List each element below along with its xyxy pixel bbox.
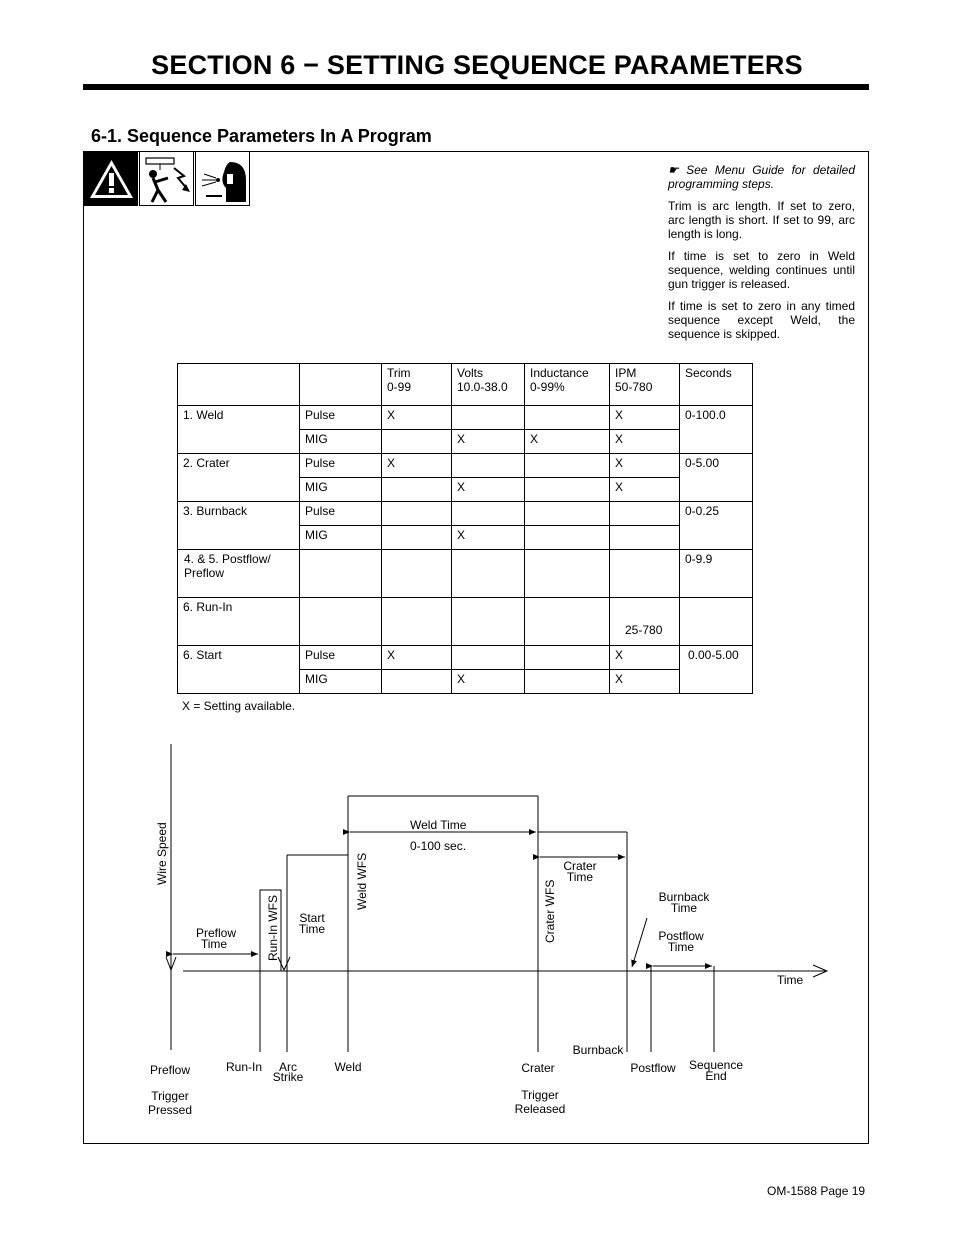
arc-event-label: Arc	[279, 1060, 297, 1074]
sequence-cell: 3. Burnback	[178, 502, 300, 550]
sequence-cell: 6. Start	[178, 646, 300, 694]
ipm-cell: X	[610, 406, 680, 430]
header-trim: Trim 0-99	[382, 364, 452, 406]
volts-cell: X	[452, 478, 525, 502]
mode-cell: MIG	[300, 670, 382, 694]
y-axis-label: Wire Speed	[155, 822, 169, 885]
trigger-pressed-label-1: Trigger	[151, 1089, 189, 1103]
trim-cell: X	[382, 646, 452, 670]
header-inductance: Inductance 0-99%	[525, 364, 610, 406]
seconds-cell: 0-9.9	[680, 550, 753, 598]
ipm-cell: X	[610, 670, 680, 694]
mode-cell: MIG	[300, 526, 382, 550]
ipm-cell: X	[610, 430, 680, 454]
start-time-label-2: Time	[298, 922, 326, 936]
header-ipm: IPM 50-780	[610, 364, 680, 406]
volts-cell: X	[452, 430, 525, 454]
mode-cell: Pulse	[300, 406, 382, 430]
mode-cell: Pulse	[300, 454, 382, 478]
sequence-event-label: Sequence	[688, 1058, 744, 1072]
weld-range-label: 0-100 sec.	[410, 839, 467, 853]
weld-time-note: If time is set to zero in Weld sequence, welding continues until gun trigger is released.	[668, 249, 855, 291]
mode-cell: Pulse	[300, 646, 382, 670]
ipm-cell: X	[610, 646, 680, 670]
mode-cell: MIG	[300, 478, 382, 502]
sequence-cell: 1. Weld	[178, 406, 300, 454]
crater-event-label: Crater	[521, 1061, 555, 1075]
trim-note: Trim is arc length. If set to zero, arc length is short. If set to 99, arc length is long.	[668, 199, 855, 241]
crater-wfs-label: Crater WFS	[543, 879, 557, 943]
menu-guide-reference: ☛ See Menu Guide for detailed programming steps.	[668, 163, 855, 191]
volts-cell: X	[452, 526, 525, 550]
trigger-released-label-2: Released	[514, 1102, 566, 1116]
preflow-time-label-1: Preflow	[195, 926, 237, 940]
header-seconds: Seconds	[680, 364, 753, 406]
inductance-cell: X	[525, 430, 610, 454]
seconds-cell: 0-5.00	[680, 454, 753, 502]
ipm-cell: X	[610, 454, 680, 478]
burnback-event-label: Burnback	[572, 1043, 624, 1057]
ipm-cell: 25-780	[610, 598, 680, 646]
postflow-time-label-1: Postflow	[658, 929, 704, 943]
seconds-cell: 0-100.0	[680, 406, 753, 454]
mode-cell: Pulse	[300, 502, 382, 526]
start-time-label-1: Start	[299, 911, 325, 925]
postflow-event-label: Postflow	[630, 1061, 676, 1075]
crater-time-label-1: Crater	[563, 859, 597, 873]
run-in-event-label: Run-In	[225, 1060, 263, 1074]
postflow-time-label-2: Time	[667, 940, 695, 954]
mode-cell: MIG	[300, 430, 382, 454]
header-volts: Volts 10.0-38.0	[452, 364, 525, 406]
burnback-time-arrow	[632, 918, 647, 967]
page-footer: OM-1588 Page 19	[767, 1184, 866, 1198]
preflow-time-label-2: Time	[200, 937, 228, 951]
section-title: SECTION 6 − SETTING SEQUENCE PARAMETERS	[151, 50, 803, 80]
trim-cell: X	[382, 454, 452, 478]
crater-time-label-2: Time	[566, 870, 594, 884]
pointing-hand-icon: ☛	[668, 163, 679, 177]
trigger-released-label-1: Trigger	[521, 1088, 559, 1102]
seconds-cell: 0.00-5.00	[680, 646, 753, 694]
strike-event-label: Strike	[272, 1070, 304, 1084]
seconds-cell: 0-0.25	[680, 502, 753, 550]
table-legend: X = Setting available.	[182, 699, 296, 713]
sequence-cell: 4. & 5. Postflow/ Preflow	[178, 550, 300, 598]
volts-cell: X	[452, 670, 525, 694]
weld-time-label: Weld Time	[410, 818, 467, 832]
ipm-cell: X	[610, 478, 680, 502]
end-event-label: End	[705, 1069, 727, 1083]
trigger-pressed-label-2: Pressed	[147, 1103, 193, 1117]
sequence-cell: 6. Run-In	[178, 598, 300, 646]
timed-sequence-note: If time is set to zero in any timed sequence except Weld, the sequence is skipped.	[668, 299, 855, 341]
burnback-time-label-1: Burnback	[658, 890, 710, 904]
burnback-time-label-2: Time	[670, 901, 698, 915]
run-in-wfs-label: Run-In WFS	[266, 894, 280, 961]
preflow-event-label: Preflow	[149, 1063, 191, 1077]
weld-wfs-label: Weld WFS	[355, 852, 369, 910]
x-axis-label: Time	[777, 973, 804, 987]
sequence-cell: 2. Crater	[178, 454, 300, 502]
trim-cell: X	[382, 406, 452, 430]
subsection-title: 6-1. Sequence Parameters In A Program	[91, 126, 432, 146]
weld-event-label: Weld	[334, 1060, 362, 1074]
